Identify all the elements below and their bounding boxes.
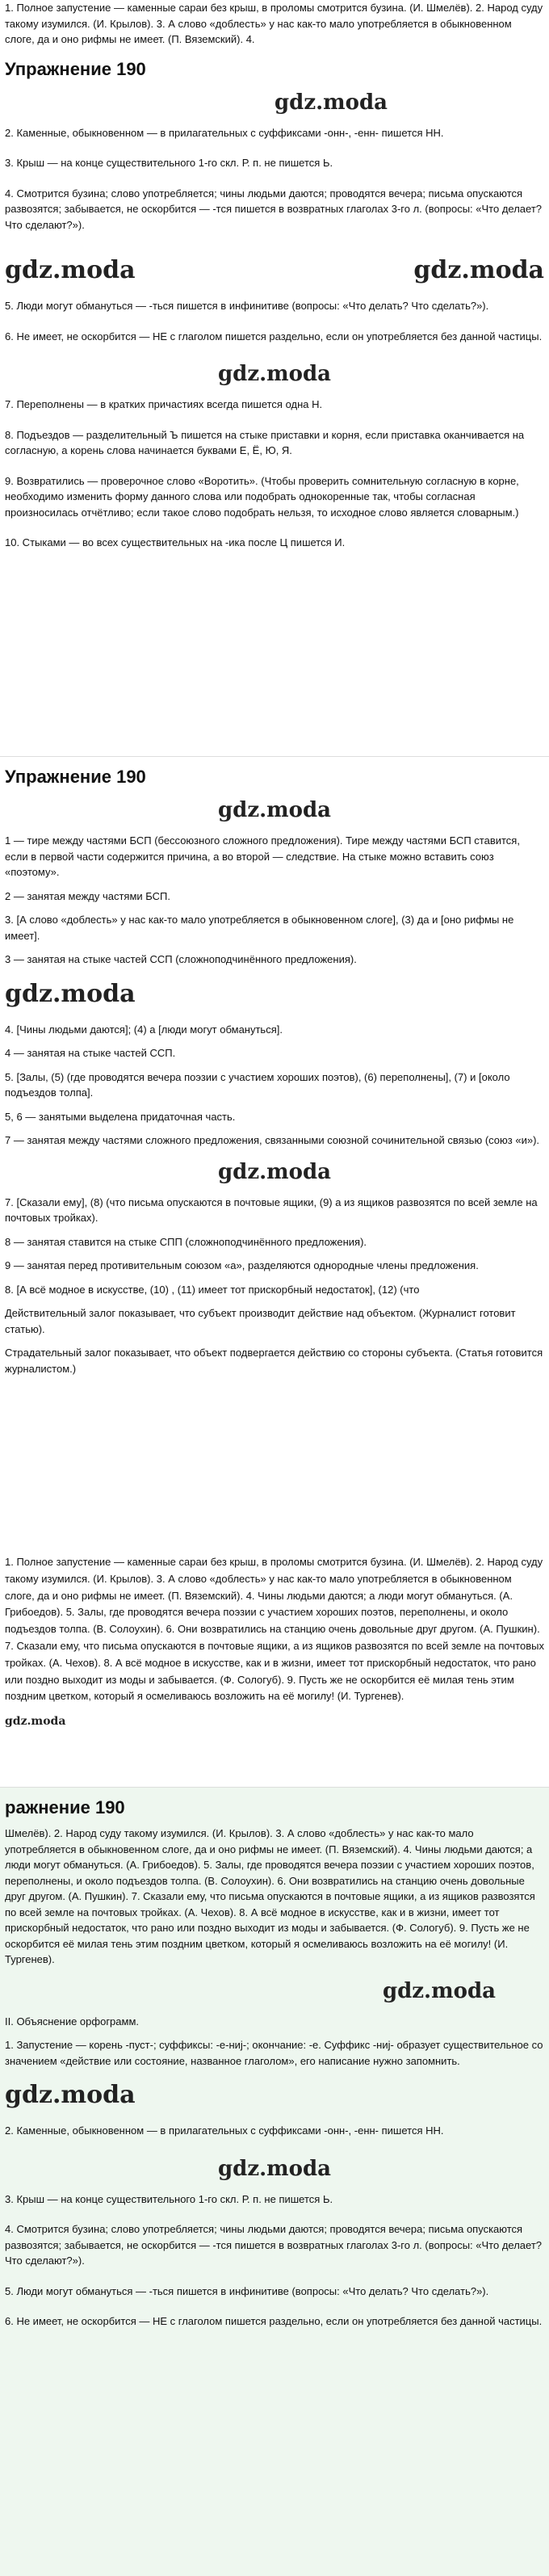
explanation-item: 8 — занятая ставится на стыке СПП (сложноподчинённого предложения). bbox=[5, 1235, 367, 1248]
explanation-item: 3. [А слово «доблесть» у нас как-то мало употребляется в обыкновенном слоге], (3) да и [оно рифмы не имеет]. bbox=[5, 914, 514, 942]
exercise-text: Шмелёв). 2. Народ суду такому изумился. (И. Крылов). 3. А слово «доблесть» у нас как-то мало употребляется в обыкновенном слоге, да и оно рифмы не имеет. (П. Вяземский). 4. Чины людьми даются; а люди могут обмануться. (А. Грибоедов). 5. Залы, где проводятся вечера поэзии с участием хороших поэтов, переполнены, и около подъездов толпа. (В. Солоухин). 6. Они возвратились на станцию очень довольные друг другом. (А. Пушкин). 7. Сказали ему, что письма опускаются в почтовые ящики, а из ящиков развозятся по всей земле на почтовых тройках. (А. Чехов). 8. А всё модное в искусстве, как и в жизни, имеет тот прискорбный недостаток, что рано или поздно выходит из моды и забывается. (Ф. Сологуб). 9. Пусть же не оскорбится её милая тень этим поздним цветком, который я осмеливаюсь возложить на её могилу! (И. Тургенев). bbox=[5, 1827, 535, 1965]
watermark-row bbox=[5, 247, 544, 298]
explanation-item: 9. Возвратились — проверочное слово «Воротить». (Чтобы проверить сомнительную согласную в корне, необходимо изменить форму данного слова или подобрать однокоренные так, чтобы согласная произносилась отчётливо; если такое слово подобрать нельзя, то исходное слово является словарным.) bbox=[5, 474, 519, 519]
explanation-item: 4. Смотрится бузина; слово употребляется; чины людьми даются; проводятся вечера; письма опускаются развозятся; забывается, не оскорбится — -тся пишется в возвратных глаголах 3-го л. (вопросы: «Что делает? Что сделают?»). bbox=[5, 187, 542, 231]
explanation-item: 7. Переполнены — в кратких причастиях всегда пишется одна Н. bbox=[5, 398, 323, 410]
watermark: gdz.moda bbox=[217, 1159, 332, 1184]
explanation-item: 2. Каменные, обыкновенном — в прилагательных с суффиксами -онн-, -енн- пишется НН. bbox=[5, 2124, 444, 2137]
explanation-item: 3. Крыш — на конце существительного 1-го скл. Р. п. не пишется Ь. bbox=[5, 157, 333, 169]
explanation-item: 9 — занятая перед противительным союзом «а», разделяются однородные члены предложения. bbox=[5, 1259, 479, 1271]
exercise-title: ражнение 190 bbox=[5, 1797, 125, 1817]
explanation-item: 6. Не имеет, не оскорбится — НЕ с глаголом пишется раздельно, если он употребляется без данной частицы. bbox=[5, 330, 543, 342]
explanation-item: 4. Смотрится бузина; слово употребляется; чины людьми даются; проводятся вечера; письма опускаются развозятся; забывается, не оскорбится — -тся пишется в возвратных глаголах 3-го л. (вопросы: «Что делает? Что сделают?»). bbox=[5, 2223, 542, 2267]
exercise-text: 1. Полное запустение — каменные сараи без крыш, в проломы смотрится бузина. (И. Шмелёв). 2. Народ суду такому изумился. (И. Крылов). 3. А слово «доблесть» у нас как-то мало употребляется в обыкновенном слоге, да и оно рифмы не имеет. (П. Вяземский). 4. bbox=[5, 2, 543, 45]
watermark: gdz.moda bbox=[217, 798, 332, 822]
explanation-item: 8. Подъездов — разделительный Ъ пишется на стыке приставки и корня, если приставка оканчивается на согласную, а корень слова начинается буквами Е, Ё, Ю, Я. bbox=[5, 428, 525, 456]
exercise-title: Упражнение 190 bbox=[5, 767, 146, 787]
explanation-item: 7 — занятая между частями сложного предложения, связанными союзной сочинительной связью (союз «и»). bbox=[5, 1134, 540, 1146]
answer-panel-2 bbox=[0, 756, 549, 1554]
explanation-item: 8. [А всё модное в искусстве, (10) , (11) имеет тот прискорбный недостаток], (12) (что bbox=[5, 1283, 420, 1296]
explanation-item: 4 — занятая на стыке частей ССП. bbox=[5, 1047, 176, 1059]
watermark: gdz.moda bbox=[5, 1715, 66, 1729]
watermark: gdz.moda bbox=[217, 362, 332, 386]
explanation-item: 1 — тире между частями БСП (бессоюзного сложного предложения). Тире между частями БСП ставится, если в первой части содержится причина, а во второй — следствие. На стыке можно вставить союз «поэтому». bbox=[5, 834, 520, 878]
explanation-item: 2. Каменные, обыкновенном — в прилагательных с суффиксами -онн-, -енн- пишется НН. bbox=[5, 126, 444, 139]
explanation-item: 5, 6 — занятыми выделена придаточная часть. bbox=[5, 1110, 236, 1123]
answer-panel-4 bbox=[0, 1787, 549, 2576]
watermark: gdz.moda bbox=[5, 2081, 136, 2109]
watermark: gdz.moda bbox=[5, 979, 136, 1008]
explanation-item: 7. [Сказали ему], (8) (что письма опускаются в почтовые ящики, (9) а из ящиков развозятся по всей земле на почтовых тройках). bbox=[5, 1196, 538, 1224]
explanation-item: 1. Запустение — корень -пуст-; суффиксы: -е-ниj-; окончание: -е. Суффикс -ниj- образует существительное со значением «действие или состояние, названное глаголом», его написание нужно запомнить. bbox=[5, 2039, 543, 2067]
exercise-title: Упражнение 190 bbox=[5, 58, 146, 79]
watermark: gdz.moda bbox=[5, 256, 136, 284]
explanation-item: 2 — занятая между частями БСП. bbox=[5, 889, 171, 902]
watermark: gdz.moda bbox=[413, 256, 544, 284]
explanation-item: 6. Не имеет, не оскорбится — НЕ с глаголом пишется раздельно, если он употребляется без данной частицы. bbox=[5, 2315, 543, 2327]
explanation-item: 3. Крыш — на конце существительного 1-го скл. Р. п. не пишется Ь. bbox=[5, 2192, 333, 2205]
orthogram-subheading: II. Объяснение орфограмм. bbox=[5, 2015, 140, 2028]
explanation-item: Действительный залог показывает, что субъект производит действие над объектом. (Журналист готовит статью). bbox=[5, 1307, 516, 1335]
explanation-item: Страдательный залог показывает, что объект подвергается действию со стороны субъекта. (Статья готовится журналистом.) bbox=[5, 1347, 543, 1375]
watermark: gdz.moda bbox=[382, 1978, 496, 2003]
explanation-item: 10. Стыками — во всех существительных на -ика после Ц пишется И. bbox=[5, 536, 346, 548]
exercise-text: 1. Полное запустение — каменные сараи без крыш, в проломы смотрится бузина. (И. Шмелёв). 2. Народ суду такому изумился. (И. Крылов). 3. А слово «доблесть» у нас как-то мало употребляется в обыкновенном слоге, да и оно рифмы не имеет. (П. Вяземский). 4. Чины людьми даются; а люди могут обмануться. (А. Грибоедов). 5. Залы, где проводятся вечера поэзии с участием хороших поэтов, переполнены, и около подъездов толпа. (В. Солоухин). 6. Они возвратились на станцию очень довольные друг другом. (А. Пушкин). 7. Сказали ему, что письма опускаются в почтовые ящики, а из ящиков развозятся по всей земле на почтовых тройках. (А. Чехов). 8. А всё модное в искусстве, как и в жизни, имеет тот прискорбный недостаток, что рано или поздно выходит из моды и забывается. (Ф. Сологуб). 9. Пусть же не оскорбится её милая тень этим поздним цветком, который я осмеливаюсь возложить на её могилу! (И. Тургенев). bbox=[5, 1556, 544, 1703]
explanation-item: 5. [Залы, (5) (где проводятся вечера поэзии с участием хороших поэтов), (6) переполнены], (7) и [около подъездов толпа]. bbox=[5, 1070, 510, 1099]
watermark: gdz.moda bbox=[217, 2156, 332, 2181]
explanation-item: 3 — занятая на стыке частей ССП (сложноподчинённого предложения). bbox=[5, 953, 357, 965]
explanation-item: 5. Люди могут обмануться — -ться пишется в инфинитиве (вопросы: «Что делать? Что сделать?»). bbox=[5, 2284, 489, 2297]
explanation-item: 5. Люди могут обмануться — -ться пишется в инфинитиве (вопросы: «Что делать? Что сделать?»). bbox=[5, 300, 489, 312]
explanation-item: 4. [Чины людьми даются]; (4) а [люди могут обмануться]. bbox=[5, 1023, 283, 1036]
answer-panel-3 bbox=[0, 1554, 549, 1787]
watermark: gdz.moda bbox=[274, 90, 388, 115]
answer-panel-1 bbox=[0, 0, 549, 756]
